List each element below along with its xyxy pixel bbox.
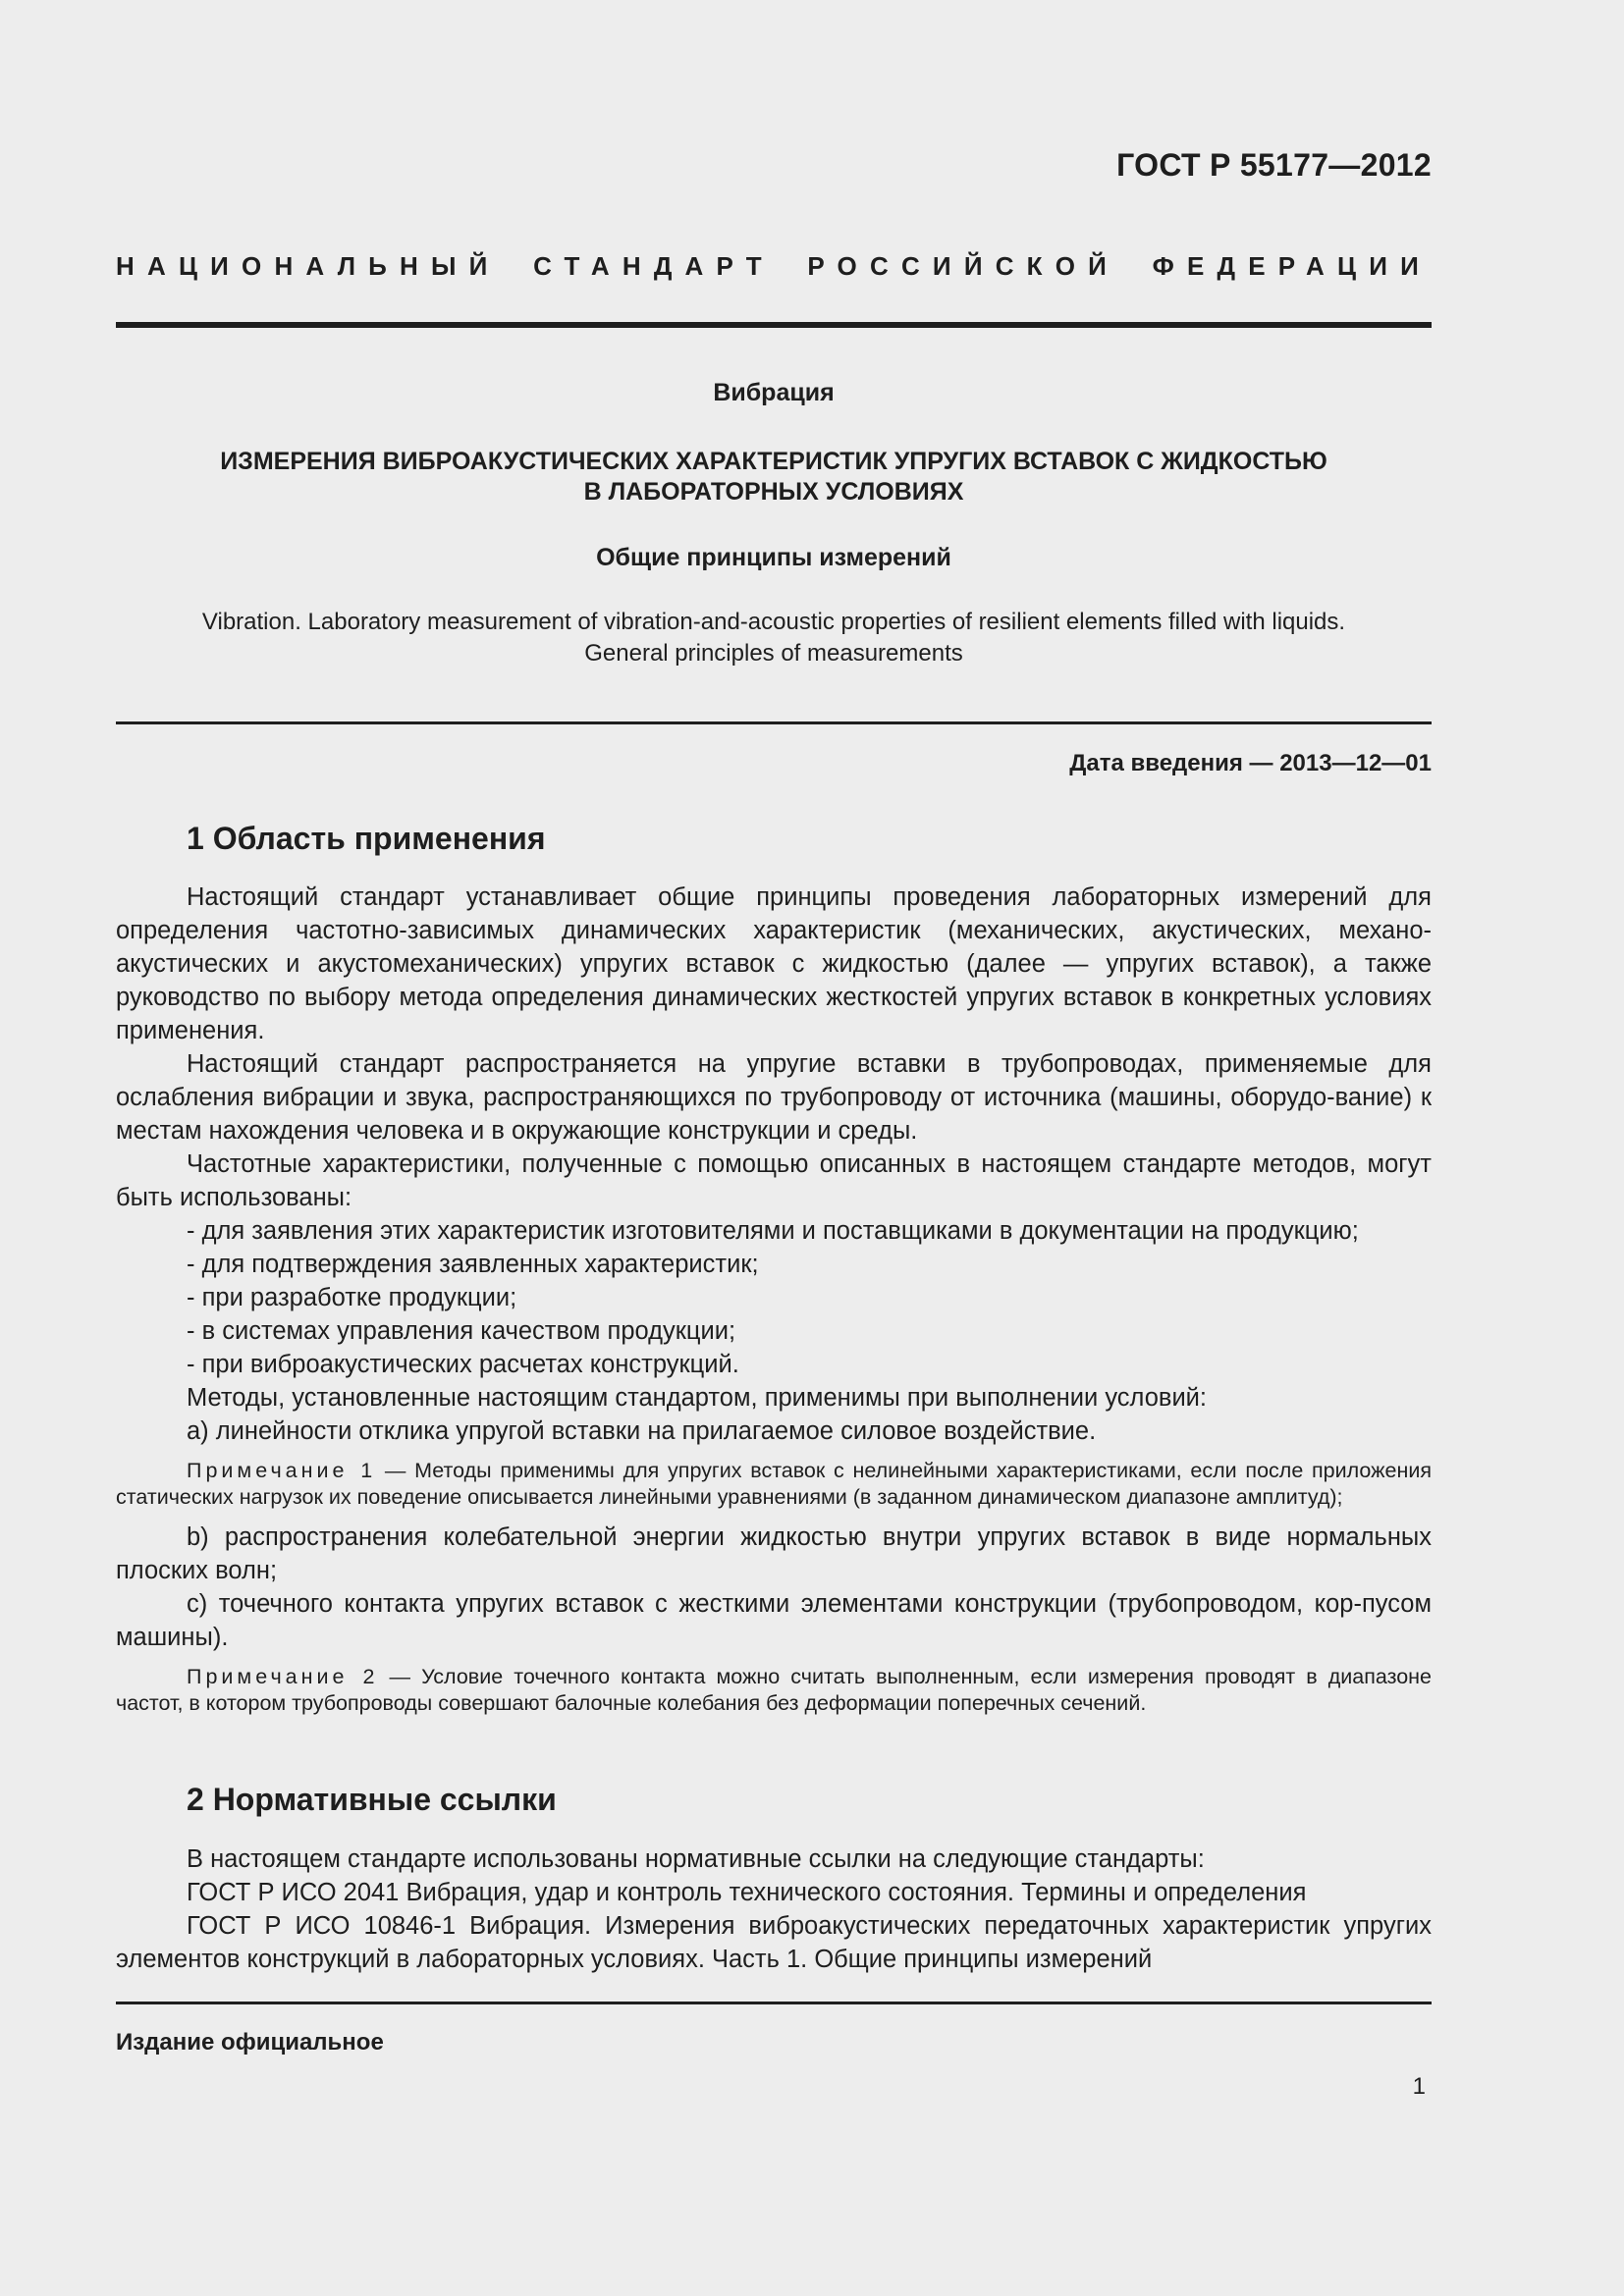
english-title-line-2: General principles of measurements — [584, 640, 963, 667]
section-1-body — [116, 881, 1432, 1717]
list-item: - в системах управления качеством продукции; — [187, 1317, 736, 1345]
header-divider — [116, 322, 1432, 328]
note-2 — [116, 1664, 1432, 1717]
reference-1: ГОСТ Р ИСО 2041 Вибрация, удар и контроль технического состояния. Термины и определения — [187, 1879, 1307, 1906]
english-title-line-1: Vibration. Laboratory measurement of vibration-and-acoustic properties of resilient elements filled with liquids. — [201, 609, 1346, 635]
title-line-1: ИЗМЕРЕНИЯ ВИБРОАКУСТИЧЕСКИХ ХАРАКТЕРИСТИК УПРУГИХ ВСТАВОК С ЖИДКОСТЬЮ — [220, 448, 1327, 475]
condition-c: c) точечного контакта упругих вставок с жесткими элементами конструкции (трубопроводом, кор-пусом машины). — [116, 1590, 1432, 1651]
english-title — [116, 607, 1432, 669]
list-item: - для подтверждения заявленных характеристик; — [187, 1251, 759, 1278]
section-1-paragraph-4: Методы, установленные настоящим стандартом, применимы при выполнении условий: — [187, 1384, 1208, 1412]
list-item: - для заявления этих характеристик изготовителями и поставщиками в документации на продукцию; — [187, 1217, 1359, 1245]
section-2-paragraph-1: В настоящем стандарте использованы нормативные ссылки на следующие стандарты: — [187, 1845, 1205, 1873]
section-2-body — [116, 1842, 1432, 1976]
condition-b: b) распространения колебательной энергии жидкостью внутри упругих вставок в виде нормальных плоских волн; — [116, 1523, 1432, 1584]
topic-title: Вибрация — [713, 379, 835, 406]
title-divider — [116, 721, 1432, 724]
note-1-text: — Методы применимы для упругих вставок с нелинейными характеристиками, если после приложения статических нагрузок их поведение описывается линейными уравнениями (в заданном динамическом диапазоне амплитуд); — [116, 1459, 1432, 1509]
list-item: - при виброакустических расчетах конструкций. — [187, 1351, 739, 1378]
section-1-paragraph-1: Настоящий стандарт устанавливает общие принципы проведения лабораторных измерений для определения частотно-зависимых динамических характеристик (механических, акустических, механо-акустических и акустомеханических) упругих вставок с жидкостью (далее — упругих вставок), а также руководство по выбору метода определения динамических жесткостей упругих вставок в конкретных условиях применения. — [116, 883, 1432, 1044]
section-1-heading: 1 Область применения — [187, 821, 546, 856]
document-subtitle: Общие принципы измерений — [596, 544, 951, 571]
section-1-paragraph-2: Настоящий стандарт распространяется на упругие вставки в трубопроводах, применяемые для ослабления вибрации и звука, распространяющихся по трубопроводу от источника (машины, оборудо-вание) к местам нахождения человека и в окружающие конструкции и среды. — [116, 1050, 1432, 1145]
document-page — [116, 0, 1432, 2296]
footer-divider — [116, 2002, 1432, 2004]
page-number: 1 — [1412, 2073, 1426, 2100]
note-1 — [116, 1458, 1432, 1511]
note-2-text: — Условие точечного контакта можно считать выполненным, если измерения проводят в диапазоне частот, в котором трубопроводы совершают балочные колебания без деформации поперечных сечений. — [116, 1665, 1433, 1715]
reference-2: ГОСТ Р ИСО 10846-1 Вибрация. Измерения виброакустических передаточных характеристик упругих элементов конструкций в лабораторных условиях. Часть 1. Общие принципы измерений — [116, 1912, 1432, 1973]
official-edition-label: Издание официальное — [116, 2029, 384, 2056]
introduction-date: Дата введения — 2013—12—01 — [1069, 750, 1432, 776]
section-1-paragraph-3: Частотные характеристики, полученные с помощью описанных в настоящем стандарте методов, могут быть использованы: — [116, 1150, 1432, 1211]
note-2-label: Примечание 2 — [187, 1665, 379, 1688]
standard-number: ГОСТ Р 55177—2012 — [1116, 147, 1432, 183]
note-1-label: Примечание 1 — [187, 1459, 377, 1482]
title-line-2: В ЛАБОРАТОРНЫХ УСЛОВИЯХ — [583, 478, 964, 506]
national-standard-banner: НАЦИОНАЛЬНЫЙ СТАНДАРТ РОССИЙСКОЙ ФЕДЕРАЦИИ — [116, 251, 1432, 281]
section-2-heading: 2 Нормативные ссылки — [187, 1782, 557, 1817]
document-title — [116, 447, 1432, 507]
list-item: - при разработке продукции; — [187, 1284, 517, 1311]
condition-a: a) линейности отклика упругой вставки на прилагаемое силовое воздействие. — [187, 1417, 1097, 1445]
